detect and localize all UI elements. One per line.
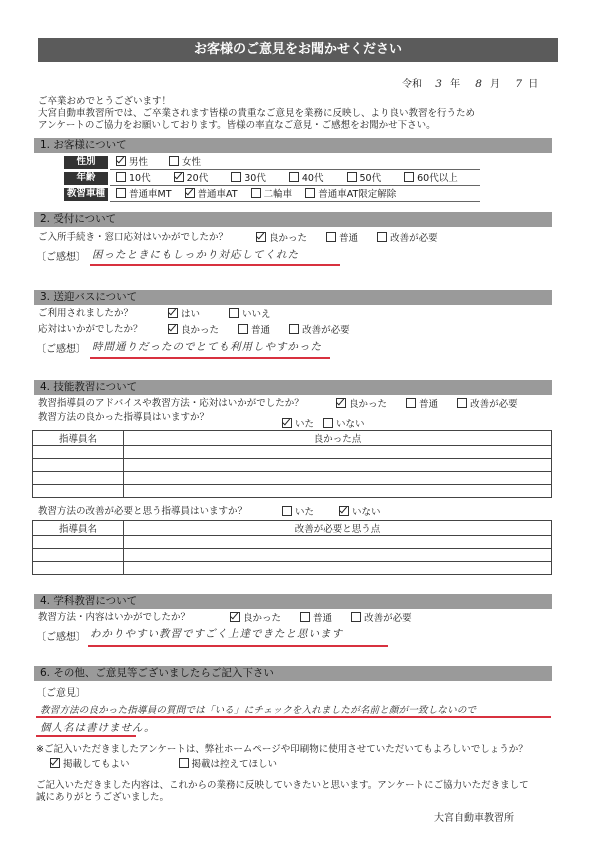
table-cell[interactable] <box>33 536 124 549</box>
sec5-comment-label: 〔ご感想〕 <box>36 632 86 643</box>
sec5-good[interactable]: 良かった <box>230 613 281 624</box>
age-label: 年齢 <box>64 172 108 185</box>
sec6-underline-1 <box>36 716 551 718</box>
sec2-normal[interactable]: 普通 <box>326 233 358 244</box>
sec4-q2-no[interactable]: いない <box>323 419 365 430</box>
age-60s[interactable]: 60代以上 <box>404 173 458 184</box>
sec5-normal[interactable]: 普通 <box>300 613 332 624</box>
footer-line1: ご記入いただきました内容は、これからの業務に反映していきたいと思います。アンケートにご協力いただきまして <box>36 780 529 791</box>
date-era: 令和 <box>402 79 422 90</box>
table-cell[interactable] <box>33 472 124 485</box>
gender-female[interactable]: 女性 <box>169 157 201 168</box>
good-point-header: 良かった点 <box>124 431 552 446</box>
sec2-question: ご入所手続き・窓口応対はいかがでしたか？ <box>38 232 229 243</box>
course-mt[interactable]: 普通車MT <box>116 189 172 200</box>
date <box>402 78 562 91</box>
gender-male[interactable]: 男性 <box>116 157 148 168</box>
sec4-q3: 教習方法の改善が必要と思う指導員はいますか？ <box>38 506 248 517</box>
age-10s[interactable]: 10代 <box>116 173 151 184</box>
age-50s[interactable]: 50代 <box>347 173 382 184</box>
date-day-label: 日 <box>528 79 539 90</box>
sec3-good[interactable]: 良かった <box>168 325 219 336</box>
sec3-comment: 時間通りだったのでとても利用しやすかった <box>92 341 322 353</box>
page-title: お客様のご意見をお聞かせください <box>38 38 558 62</box>
sec3-improve[interactable]: 改善が必要 <box>289 325 350 336</box>
table-cell[interactable] <box>124 459 552 472</box>
age-20s[interactable]: 20代 <box>174 173 209 184</box>
greeting-3: アンケートのご協力をお願いしております。皆様の率直なご意見・ご感想をお聞かせ下さい。 <box>38 120 436 131</box>
table-cell[interactable] <box>124 549 552 562</box>
sec4-good[interactable]: 良かった <box>336 399 387 410</box>
sec3-q2: 応対はいかがでしたか？ <box>38 324 143 335</box>
age-40s[interactable]: 40代 <box>289 173 324 184</box>
sec4-q3-options <box>282 506 381 519</box>
sec4-q1: 教習指導員のアドバイスや教習方法・応対はいかがでしたか？ <box>38 398 304 409</box>
greeting-2: 大宮自動車教習所では、ご卒業されます皆様の貴重なご意見を業務に反映し、より良い教習を行うため <box>38 108 476 119</box>
sec5-underline <box>88 645 388 647</box>
sec3-q1: ご利用されましたか？ <box>38 308 134 319</box>
gender-options <box>116 156 201 169</box>
section-5-header: 4. 学科教習について <box>34 594 552 609</box>
table-cell[interactable] <box>33 549 124 562</box>
publish-options <box>50 758 277 771</box>
sec2-comment-label: 〔ご感想〕 <box>36 252 86 263</box>
sec3-no[interactable]: いいえ <box>229 309 271 320</box>
sec4-q2-yes[interactable]: いた <box>282 419 314 430</box>
section-4-header: 4. 技能教習について <box>34 380 552 395</box>
publish-allow[interactable]: 掲載してもよい <box>50 759 130 770</box>
improve-instructor-table <box>32 520 552 575</box>
sec3-comment-label: 〔ご感想〕 <box>36 344 86 355</box>
sec4-q3-no[interactable]: いない <box>339 507 381 518</box>
table-cell[interactable] <box>33 485 124 498</box>
section-1-header: 1. お客様について <box>34 138 552 153</box>
publish-question: ※ご記入いただきましたアンケートは、弊社ホームページや印刷物に使用させていただいてもよろしいでしょうか？ <box>36 744 528 755</box>
section-2-header: 2. 受付について <box>34 212 552 227</box>
sec5-comment: わかりやすい教習ですごく上達できたと思います <box>90 628 343 640</box>
section-6-header: 6. その他、ご意見等ございましたらご記入下さい <box>34 666 552 681</box>
sec4-q2: 教習方法の良かった指導員はいますか？ <box>38 412 210 423</box>
sec4-improve[interactable]: 改善が必要 <box>457 399 518 410</box>
sec2-improve[interactable]: 改善が必要 <box>377 233 438 244</box>
sec6-comment-line2: 個人名は書けません。 <box>40 722 156 734</box>
age-options <box>116 172 458 185</box>
table-cell[interactable] <box>33 562 124 575</box>
sec3-underline <box>90 357 330 359</box>
course-at[interactable]: 普通車AT <box>185 189 238 200</box>
date-month-label: 月 <box>490 79 501 90</box>
sec4-q1-options <box>336 398 518 411</box>
sec4-normal[interactable]: 普通 <box>406 399 438 410</box>
table-cell[interactable] <box>33 446 124 459</box>
sec2-options <box>256 232 438 245</box>
course-bike[interactable]: 二輪車 <box>251 189 293 200</box>
publish-deny[interactable]: 掲載は控えてほしい <box>179 759 278 770</box>
footer-line2: 誠にありがとうございました。 <box>36 792 170 803</box>
table-cell[interactable] <box>124 485 552 498</box>
signature: 大宮自動車教習所 <box>434 813 514 824</box>
sec2-underline <box>90 264 340 266</box>
date-year: 3 <box>435 78 443 90</box>
good-instructor-table <box>32 430 552 498</box>
sec5-question: 教習方法・内容はいかがでしたか？ <box>38 612 191 623</box>
improve-instructor-name-header: 指導員名 <box>33 521 124 536</box>
sec6-comment-label: 〔ご意見〕 <box>36 688 86 699</box>
sec3-normal[interactable]: 普通 <box>238 325 270 336</box>
improve-point-header: 改善が必要と思う点 <box>124 521 552 536</box>
sec5-improve[interactable]: 改善が必要 <box>351 613 412 624</box>
good-instructor-name-header: 指導員名 <box>33 431 124 446</box>
greeting-1: ご卒業おめでとうございます！ <box>38 96 172 107</box>
section-3-header: 3. 送迎バスについて <box>34 290 552 305</box>
sec2-good[interactable]: 良かった <box>256 233 307 244</box>
sec4-q3-yes[interactable]: いた <box>282 507 314 518</box>
age-30s[interactable]: 30代 <box>231 173 266 184</box>
sec2-comment: 困ったときにもしっかり対応してくれた <box>92 249 299 261</box>
date-year-label: 年 <box>450 79 461 90</box>
table-cell[interactable] <box>124 562 552 575</box>
sec6-underline-2 <box>36 735 136 737</box>
sec3-yes[interactable]: はい <box>168 309 200 320</box>
course-label: 教習車種 <box>64 188 108 201</box>
date-day: 7 <box>515 78 523 90</box>
sec3-q1-options <box>168 308 271 321</box>
gender-label: 性別 <box>64 156 108 169</box>
date-month: 8 <box>475 78 483 90</box>
table-cell[interactable] <box>33 459 124 472</box>
sec3-q2-options <box>168 324 350 337</box>
sec5-options <box>230 612 412 625</box>
course-options <box>116 188 396 201</box>
table-cell[interactable] <box>124 536 552 549</box>
sec6-comment-line1: 教習方法の良かった指導員の質問では「いる」にチェックを入れましたが名前と顔が一致しないので <box>40 705 477 716</box>
table-cell[interactable] <box>124 446 552 459</box>
course-at-limit[interactable]: 普通車AT限定解除 <box>305 189 396 200</box>
table-cell[interactable] <box>124 472 552 485</box>
